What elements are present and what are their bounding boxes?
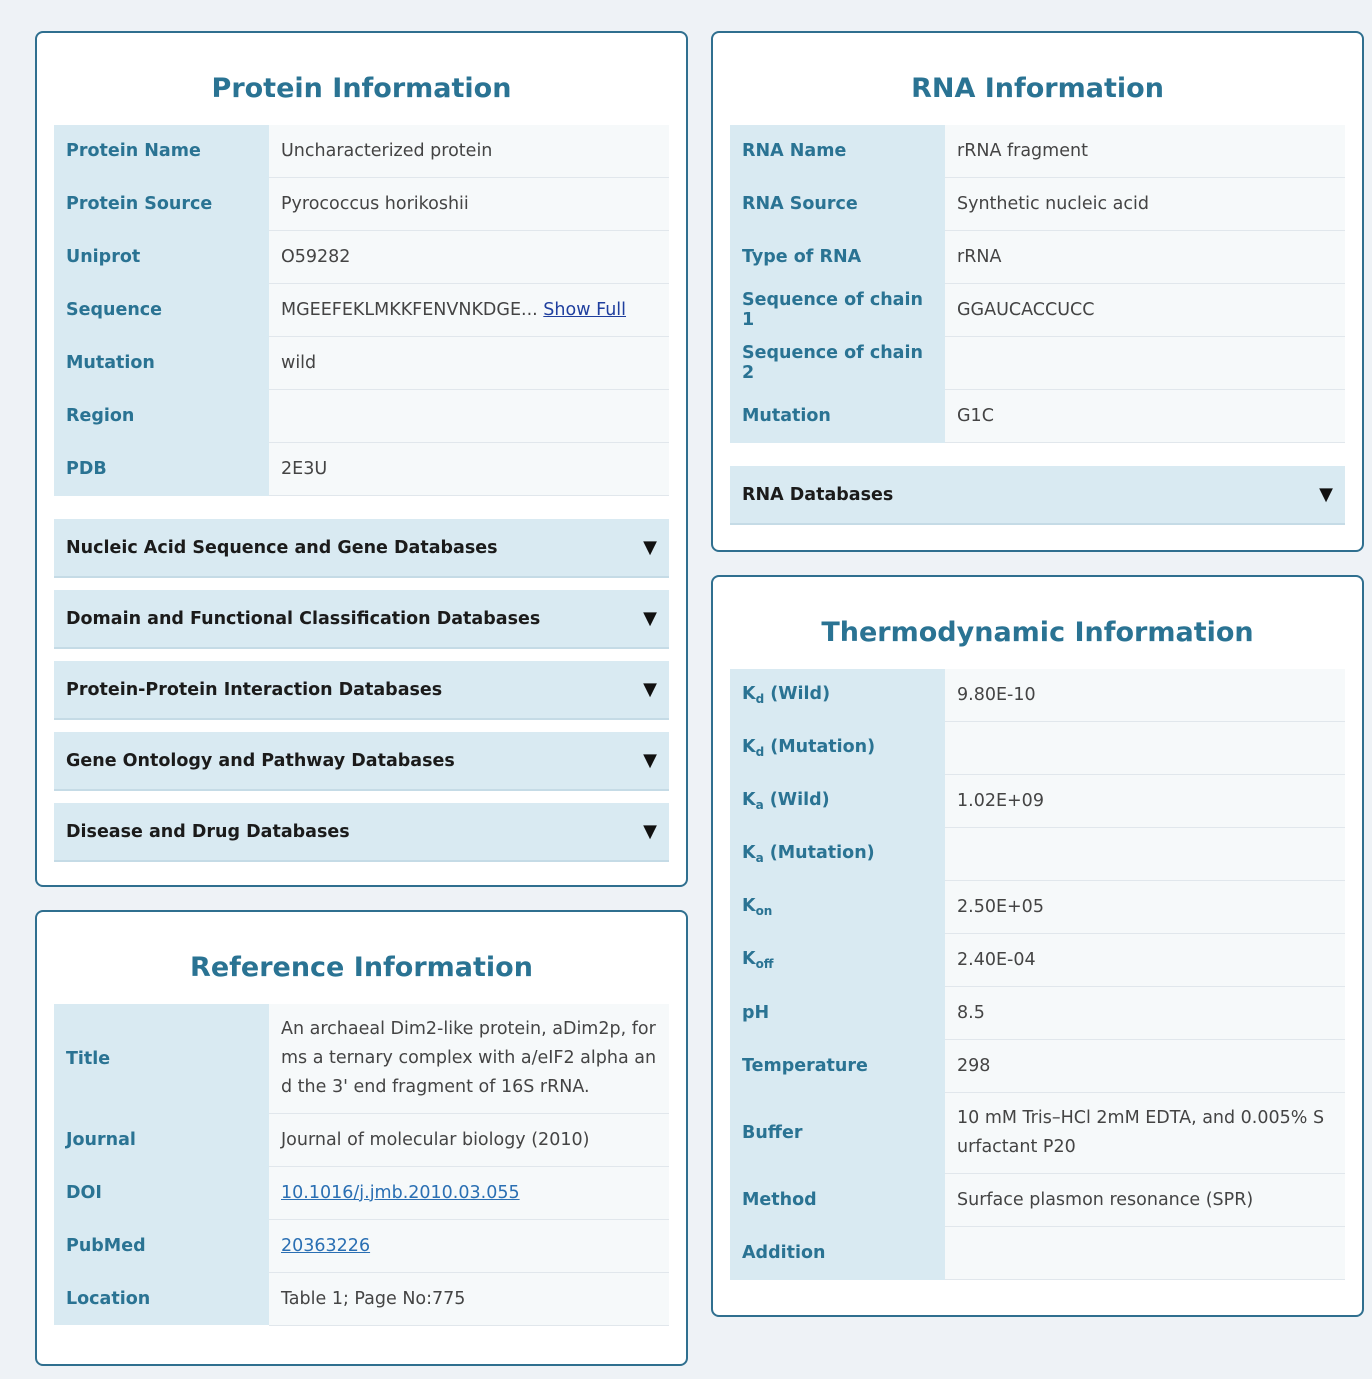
temperature-value: 298 xyxy=(945,1040,1345,1093)
table-row xyxy=(730,1174,1345,1227)
table-row xyxy=(730,390,1345,443)
show-full-sequence-link[interactable]: Show Full xyxy=(543,300,627,320)
table-row xyxy=(54,284,669,337)
chain1-value: GGAUCACCUCC xyxy=(945,284,1345,337)
triangle-down-icon: ▼ xyxy=(643,821,657,842)
kon-value: 2.50E+05 xyxy=(945,881,1345,934)
pdb-value: 2E3U xyxy=(269,443,669,496)
doi-link[interactable]: 10.1016/j.jmb.2010.03.055 xyxy=(281,1182,520,1203)
accordion-domain-databases[interactable] xyxy=(54,590,669,649)
rna-source-label: RNA Source xyxy=(730,178,945,231)
rna-information-card xyxy=(711,31,1364,552)
kd-mutation-value xyxy=(945,722,1345,775)
uniprot-label: Uniprot xyxy=(54,231,269,284)
rna-information-table xyxy=(730,125,1345,443)
table-row xyxy=(730,125,1345,178)
method-value: Surface plasmon resonance (SPR) xyxy=(945,1174,1345,1227)
mutation-label: Mutation xyxy=(54,337,269,390)
koff-label: $K_{off}$ xyxy=(730,934,945,987)
table-row xyxy=(54,443,669,496)
pubmed-label: PubMed xyxy=(54,1219,269,1272)
table-row xyxy=(54,125,669,178)
kd-mutation-label: $K_d$ (Mutation) xyxy=(730,722,945,775)
location-value: Table 1; Page No:775 xyxy=(269,1272,669,1325)
mutation-value: wild xyxy=(269,337,669,390)
reference-information-title: Reference Information xyxy=(190,952,533,983)
protein-name-value: Uncharacterized protein xyxy=(269,125,669,178)
triangle-down-icon: ▼ xyxy=(643,679,657,700)
rna-mutation-label: Mutation xyxy=(730,390,945,443)
table-row xyxy=(730,828,1345,881)
accordion-disease-drug-databases[interactable] xyxy=(54,803,669,862)
chain2-value xyxy=(945,337,1345,390)
table-row xyxy=(54,231,669,284)
protein-source-label: Protein Source xyxy=(54,178,269,231)
journal-value: Journal of molecular biology (2010) xyxy=(269,1113,669,1166)
table-row xyxy=(730,881,1345,934)
protein-information-card xyxy=(35,31,688,887)
table-row xyxy=(730,722,1345,775)
doi-value-cell xyxy=(269,1166,669,1219)
triangle-down-icon: ▼ xyxy=(643,750,657,771)
accordion-label: Domain and Functional Classification Databases xyxy=(66,608,541,629)
kd-wild-label: $K_d$ (Wild) xyxy=(730,669,945,722)
table-row xyxy=(730,934,1345,987)
table-row xyxy=(730,178,1345,231)
doi-label: DOI xyxy=(54,1166,269,1219)
table-row xyxy=(730,775,1345,828)
protein-name-label: Protein Name xyxy=(54,125,269,178)
title-value: An archaeal Dim2-like protein, aDim2p, forms a ternary complex with a/eIF2 alpha and the 3' end fragment of 16S rRNA. xyxy=(269,1004,669,1113)
table-row xyxy=(730,1093,1345,1174)
pubmed-link[interactable]: 20363226 xyxy=(281,1235,371,1256)
temperature-label: Temperature xyxy=(730,1040,945,1093)
rna-name-label: RNA Name xyxy=(730,125,945,178)
rna-mutation-value: G1C xyxy=(945,390,1345,443)
accordion-ppi-databases[interactable] xyxy=(54,661,669,720)
koff-value: 2.40E-04 xyxy=(945,934,1345,987)
thermodynamic-information-table xyxy=(730,669,1345,1280)
title-label: Title xyxy=(54,1004,269,1113)
table-row xyxy=(54,390,669,443)
region-label: Region xyxy=(54,390,269,443)
table-row xyxy=(730,669,1345,722)
triangle-down-icon: ▼ xyxy=(643,608,657,629)
table-row xyxy=(730,284,1345,337)
buffer-label: Buffer xyxy=(730,1093,945,1174)
protein-information-table xyxy=(54,125,669,496)
pubmed-value-cell xyxy=(269,1219,669,1272)
accordion-label: Gene Ontology and Pathway Databases xyxy=(66,750,455,771)
table-row xyxy=(54,1166,669,1219)
table-row xyxy=(730,987,1345,1040)
chain1-label: Sequence of chain 1 xyxy=(730,284,945,337)
location-label: Location xyxy=(54,1272,269,1325)
table-row xyxy=(730,337,1345,390)
triangle-down-icon: ▼ xyxy=(1319,484,1333,505)
reference-information-card xyxy=(35,910,688,1366)
table-row xyxy=(730,231,1345,284)
ph-value: 8.5 xyxy=(945,987,1345,1040)
sequence-label: Sequence xyxy=(54,284,269,337)
reference-information-table xyxy=(54,1004,669,1326)
rna-source-value: Synthetic nucleic acid xyxy=(945,178,1345,231)
accordion-gene-ontology-databases[interactable] xyxy=(54,732,669,791)
journal-label: Journal xyxy=(54,1113,269,1166)
table-row xyxy=(54,1004,669,1113)
thermodynamic-information-title: Thermodynamic Information xyxy=(821,617,1254,648)
sequence-value: MGEEFEKLMKKFENVNKDGE... xyxy=(281,300,538,320)
protein-source-value: Pyrococcus horikoshii xyxy=(269,178,669,231)
accordion-label: Protein-Protein Interaction Databases xyxy=(66,679,443,700)
uniprot-value: O59282 xyxy=(269,231,669,284)
buffer-value: 10 mM Tris–HCl 2mM EDTA, and 0.005% Surfactant P20 xyxy=(945,1093,1345,1174)
accordion-label: Disease and Drug Databases xyxy=(66,821,350,842)
addition-value xyxy=(945,1227,1345,1280)
accordion-label: Nucleic Acid Sequence and Gene Databases xyxy=(66,537,498,558)
rna-type-label: Type of RNA xyxy=(730,231,945,284)
sequence-value-cell xyxy=(269,284,669,337)
accordion-rna-databases[interactable] xyxy=(730,466,1345,525)
chain2-label: Sequence of chain 2 xyxy=(730,337,945,390)
method-label: Method xyxy=(730,1174,945,1227)
rna-name-value: rRNA fragment xyxy=(945,125,1345,178)
table-row xyxy=(54,1272,669,1325)
accordion-nucleic-acid-databases[interactable] xyxy=(54,519,669,578)
addition-label: Addition xyxy=(730,1227,945,1280)
region-value xyxy=(269,390,669,443)
table-row xyxy=(730,1040,1345,1093)
thermodynamic-information-card xyxy=(711,575,1364,1317)
kon-label: $K_{on}$ xyxy=(730,881,945,934)
table-row xyxy=(54,1219,669,1272)
ka-mutation-label: $K_a$ (Mutation) xyxy=(730,828,945,881)
table-row xyxy=(54,337,669,390)
rna-type-value: rRNA xyxy=(945,231,1345,284)
table-row xyxy=(54,178,669,231)
kd-wild-value: 9.80E-10 xyxy=(945,669,1345,722)
ka-wild-label: $K_a$ (Wild) xyxy=(730,775,945,828)
ka-mutation-value xyxy=(945,828,1345,881)
ph-label: pH xyxy=(730,987,945,1040)
protein-information-title: Protein Information xyxy=(211,73,512,104)
accordion-label: RNA Databases xyxy=(742,484,894,505)
pdb-label: PDB xyxy=(54,443,269,496)
rna-information-title: RNA Information xyxy=(911,73,1164,104)
table-row xyxy=(730,1227,1345,1280)
ka-wild-value: 1.02E+09 xyxy=(945,775,1345,828)
table-row xyxy=(54,1113,669,1166)
triangle-down-icon: ▼ xyxy=(643,537,657,558)
